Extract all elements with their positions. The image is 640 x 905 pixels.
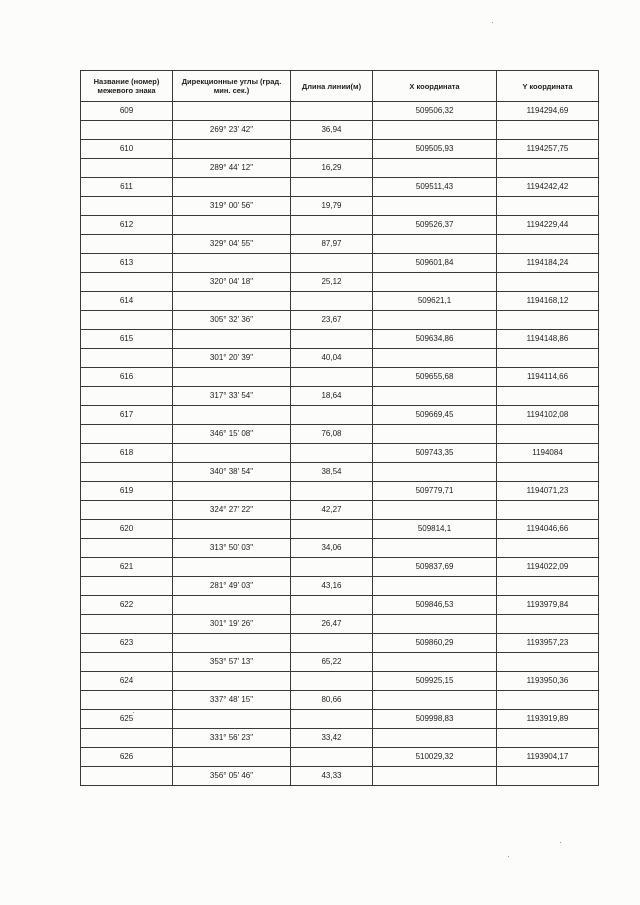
header-x: X координата — [373, 71, 497, 102]
point-x: 509925,15 — [373, 672, 497, 691]
empty-length-cell — [291, 178, 373, 197]
empty-x-cell — [373, 463, 497, 482]
boundary-coordinates-table — [80, 70, 599, 786]
point-row — [81, 178, 599, 197]
empty-x-cell — [373, 387, 497, 406]
empty-angle-cell — [173, 292, 291, 311]
empty-length-cell — [291, 368, 373, 387]
segment-length: 87,97 — [291, 235, 373, 254]
segment-angle: 317° 33' 54" — [173, 387, 291, 406]
empty-x-cell — [373, 653, 497, 672]
point-x: 509506,32 — [373, 102, 497, 121]
segment-row — [81, 121, 599, 140]
empty-x-cell — [373, 539, 497, 558]
empty-y-cell — [497, 197, 599, 216]
empty-length-cell — [291, 216, 373, 235]
segment-angle: 353° 57' 13" — [173, 653, 291, 672]
empty-angle-cell — [173, 672, 291, 691]
empty-y-cell — [497, 311, 599, 330]
empty-angle-cell — [173, 406, 291, 425]
point-y: 1194022,09 — [497, 558, 599, 577]
point-x: 509779,71 — [373, 482, 497, 501]
empty-length-cell — [291, 330, 373, 349]
segment-row — [81, 691, 599, 710]
point-row — [81, 482, 599, 501]
point-row — [81, 520, 599, 539]
empty-name-cell — [81, 197, 173, 216]
segment-angle: 289° 44' 12" — [173, 159, 291, 178]
empty-angle-cell — [173, 216, 291, 235]
empty-name-cell — [81, 387, 173, 406]
header-y: Y координата — [497, 71, 599, 102]
segment-length: 19,79 — [291, 197, 373, 216]
point-name: 620 — [81, 520, 173, 539]
point-name: 616 — [81, 368, 173, 387]
segment-angle: 320° 04' 18" — [173, 273, 291, 292]
empty-x-cell — [373, 501, 497, 520]
empty-angle-cell — [173, 482, 291, 501]
segment-row — [81, 197, 599, 216]
point-y: 1194102,08 — [497, 406, 599, 425]
empty-x-cell — [373, 729, 497, 748]
segment-row — [81, 463, 599, 482]
empty-name-cell — [81, 501, 173, 520]
segment-angle: 329° 04' 55" — [173, 235, 291, 254]
segment-length: 23,67 — [291, 311, 373, 330]
empty-angle-cell — [173, 254, 291, 273]
empty-name-cell — [81, 615, 173, 634]
point-name: 611 — [81, 178, 173, 197]
segment-angle: 331° 56' 23" — [173, 729, 291, 748]
empty-angle-cell — [173, 178, 291, 197]
empty-y-cell — [497, 159, 599, 178]
point-y: 1194071,23 — [497, 482, 599, 501]
segment-angle: 356° 05' 46" — [173, 767, 291, 786]
empty-length-cell — [291, 482, 373, 501]
point-x: 509837,69 — [373, 558, 497, 577]
segment-row — [81, 501, 599, 520]
point-y: 1194148,86 — [497, 330, 599, 349]
segment-length: 16,29 — [291, 159, 373, 178]
empty-name-cell — [81, 235, 173, 254]
empty-x-cell — [373, 349, 497, 368]
segment-length: 43,16 — [291, 577, 373, 596]
empty-x-cell — [373, 235, 497, 254]
empty-y-cell — [497, 349, 599, 368]
segment-angle: 313° 50' 03" — [173, 539, 291, 558]
point-y: 1193979,84 — [497, 596, 599, 615]
point-name: 625 — [81, 710, 173, 729]
empty-length-cell — [291, 140, 373, 159]
empty-x-cell — [373, 767, 497, 786]
point-name: 626 — [81, 748, 173, 767]
point-y: 1194168,12 — [497, 292, 599, 311]
segment-length: 40,04 — [291, 349, 373, 368]
empty-angle-cell — [173, 710, 291, 729]
empty-name-cell — [81, 121, 173, 140]
empty-angle-cell — [173, 520, 291, 539]
empty-length-cell — [291, 672, 373, 691]
segment-angle: 269° 23' 42" — [173, 121, 291, 140]
point-y: 1194114,66 — [497, 368, 599, 387]
empty-y-cell — [497, 463, 599, 482]
empty-length-cell — [291, 558, 373, 577]
empty-y-cell — [497, 767, 599, 786]
empty-y-cell — [497, 691, 599, 710]
empty-angle-cell — [173, 634, 291, 653]
scan-speck — [133, 712, 134, 713]
empty-x-cell — [373, 577, 497, 596]
segment-length: 33,42 — [291, 729, 373, 748]
point-y: 1194184,24 — [497, 254, 599, 273]
point-row — [81, 710, 599, 729]
empty-x-cell — [373, 159, 497, 178]
point-name: 615 — [81, 330, 173, 349]
empty-name-cell — [81, 691, 173, 710]
empty-name-cell — [81, 653, 173, 672]
point-row — [81, 254, 599, 273]
empty-x-cell — [373, 615, 497, 634]
empty-name-cell — [81, 577, 173, 596]
empty-name-cell — [81, 729, 173, 748]
point-row — [81, 292, 599, 311]
point-y: 1194257,75 — [497, 140, 599, 159]
empty-x-cell — [373, 197, 497, 216]
point-name: 622 — [81, 596, 173, 615]
empty-name-cell — [81, 159, 173, 178]
segment-length: 80,66 — [291, 691, 373, 710]
point-row — [81, 444, 599, 463]
empty-y-cell — [497, 235, 599, 254]
empty-angle-cell — [173, 748, 291, 767]
empty-y-cell — [497, 387, 599, 406]
point-name: 624 — [81, 672, 173, 691]
scan-speck — [508, 856, 509, 857]
segment-row — [81, 159, 599, 178]
empty-length-cell — [291, 634, 373, 653]
segment-row — [81, 653, 599, 672]
empty-name-cell — [81, 349, 173, 368]
point-row — [81, 634, 599, 653]
empty-length-cell — [291, 292, 373, 311]
empty-length-cell — [291, 520, 373, 539]
empty-angle-cell — [173, 444, 291, 463]
segment-angle: 281° 49' 03" — [173, 577, 291, 596]
segment-angle: 319° 00' 56" — [173, 197, 291, 216]
empty-name-cell — [81, 311, 173, 330]
segment-angle: 337° 48' 15" — [173, 691, 291, 710]
empty-x-cell — [373, 311, 497, 330]
empty-angle-cell — [173, 368, 291, 387]
segment-length: 65,22 — [291, 653, 373, 672]
empty-x-cell — [373, 425, 497, 444]
empty-y-cell — [497, 501, 599, 520]
header-name: Название (номер) межевого знака — [81, 71, 173, 102]
segment-row — [81, 539, 599, 558]
segment-length: 38,54 — [291, 463, 373, 482]
segment-row — [81, 273, 599, 292]
segment-angle: 346° 15' 08" — [173, 425, 291, 444]
empty-length-cell — [291, 596, 373, 615]
point-name: 618 — [81, 444, 173, 463]
empty-angle-cell — [173, 330, 291, 349]
point-name: 613 — [81, 254, 173, 273]
point-x: 509743,35 — [373, 444, 497, 463]
empty-y-cell — [497, 615, 599, 634]
point-x: 509526,37 — [373, 216, 497, 235]
point-name: 614 — [81, 292, 173, 311]
segment-length: 25,12 — [291, 273, 373, 292]
segment-angle: 340° 38' 54" — [173, 463, 291, 482]
point-y: 1194242,42 — [497, 178, 599, 197]
segment-length: 34,06 — [291, 539, 373, 558]
segment-angle: 301° 20' 39" — [173, 349, 291, 368]
point-y: 1194294,69 — [497, 102, 599, 121]
empty-angle-cell — [173, 596, 291, 615]
point-row — [81, 406, 599, 425]
point-x: 510029,32 — [373, 748, 497, 767]
segment-row — [81, 577, 599, 596]
point-x: 509621,1 — [373, 292, 497, 311]
point-y: 1194046,66 — [497, 520, 599, 539]
empty-length-cell — [291, 254, 373, 273]
segment-row — [81, 235, 599, 254]
point-name: 623 — [81, 634, 173, 653]
point-row — [81, 596, 599, 615]
empty-x-cell — [373, 273, 497, 292]
point-name: 619 — [81, 482, 173, 501]
empty-name-cell — [81, 767, 173, 786]
empty-angle-cell — [173, 558, 291, 577]
point-x: 509669,45 — [373, 406, 497, 425]
segment-angle: 305° 32' 36" — [173, 311, 291, 330]
point-x: 509814,1 — [373, 520, 497, 539]
empty-y-cell — [497, 539, 599, 558]
table-header-row — [81, 71, 599, 102]
segment-row — [81, 615, 599, 634]
point-y: 1193904,17 — [497, 748, 599, 767]
scan-speck — [560, 842, 561, 843]
empty-length-cell — [291, 748, 373, 767]
empty-y-cell — [497, 577, 599, 596]
point-x: 509505,93 — [373, 140, 497, 159]
point-x: 509601,84 — [373, 254, 497, 273]
empty-length-cell — [291, 406, 373, 425]
empty-angle-cell — [173, 140, 291, 159]
point-x: 509998,83 — [373, 710, 497, 729]
empty-length-cell — [291, 102, 373, 121]
segment-length: 26,47 — [291, 615, 373, 634]
empty-x-cell — [373, 121, 497, 140]
empty-y-cell — [497, 729, 599, 748]
point-y: 1193957,23 — [497, 634, 599, 653]
point-x: 509634,86 — [373, 330, 497, 349]
empty-length-cell — [291, 710, 373, 729]
empty-y-cell — [497, 425, 599, 444]
header-length: Длина линии(м) — [291, 71, 373, 102]
empty-angle-cell — [173, 102, 291, 121]
point-y: 1193919,89 — [497, 710, 599, 729]
point-x: 509655,68 — [373, 368, 497, 387]
point-x: 509846,53 — [373, 596, 497, 615]
segment-row — [81, 425, 599, 444]
point-name: 621 — [81, 558, 173, 577]
empty-y-cell — [497, 653, 599, 672]
point-row — [81, 672, 599, 691]
point-x: 509511,43 — [373, 178, 497, 197]
point-y: 1194229,44 — [497, 216, 599, 235]
segment-length: 76,08 — [291, 425, 373, 444]
segment-row — [81, 729, 599, 748]
point-row — [81, 216, 599, 235]
point-row — [81, 368, 599, 387]
empty-x-cell — [373, 691, 497, 710]
point-name: 612 — [81, 216, 173, 235]
empty-name-cell — [81, 539, 173, 558]
empty-name-cell — [81, 273, 173, 292]
point-name: 617 — [81, 406, 173, 425]
point-name: 609 — [81, 102, 173, 121]
empty-length-cell — [291, 444, 373, 463]
empty-y-cell — [497, 273, 599, 292]
segment-length: 18,64 — [291, 387, 373, 406]
point-x: 509860,29 — [373, 634, 497, 653]
empty-name-cell — [81, 425, 173, 444]
scan-speck — [492, 22, 493, 23]
segment-row — [81, 349, 599, 368]
segment-length: 36,94 — [291, 121, 373, 140]
point-row — [81, 748, 599, 767]
table-body — [81, 102, 599, 786]
point-y: 1194084 — [497, 444, 599, 463]
point-row — [81, 558, 599, 577]
empty-name-cell — [81, 463, 173, 482]
point-row — [81, 330, 599, 349]
segment-length: 43,33 — [291, 767, 373, 786]
segment-row — [81, 311, 599, 330]
point-name: 610 — [81, 140, 173, 159]
segment-length: 42,27 — [291, 501, 373, 520]
point-row — [81, 102, 599, 121]
empty-y-cell — [497, 121, 599, 140]
header-angle: Дирекционные углы (град. мин. сек.) — [173, 71, 291, 102]
segment-angle: 301° 19' 26" — [173, 615, 291, 634]
point-row — [81, 140, 599, 159]
segment-angle: 324° 27' 22" — [173, 501, 291, 520]
segment-row — [81, 767, 599, 786]
point-y: 1193950,36 — [497, 672, 599, 691]
segment-row — [81, 387, 599, 406]
